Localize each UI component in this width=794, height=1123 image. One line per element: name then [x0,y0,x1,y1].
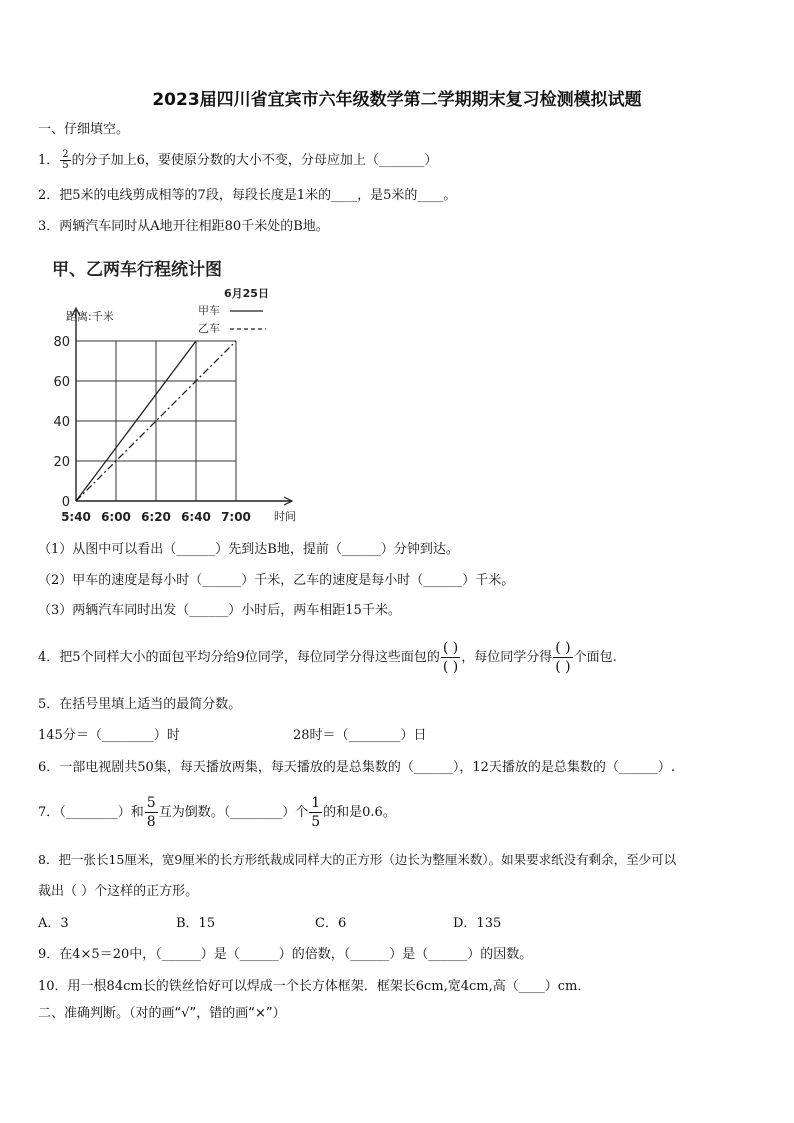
q8-option-d: D．135 [453,916,502,931]
chart-date: 6月25日 [224,287,269,300]
y-tick-label: 60 [53,375,70,390]
chart-ticks [53,335,250,524]
q4-fraction-1-denominator: ( ) [442,659,459,675]
y-tick-label: 0 [61,495,70,510]
q4-text-3: 个面包. [573,650,617,665]
q7-text-2: 互为倒数。（________）个 [158,805,309,820]
section-2-heading: 二、准确判断。（对的画“√”，错的画“×”） [38,1006,286,1021]
question-8-line-1: 8．把一张长15厘米，宽9厘米的长方形纸裁成同样大的正方形（边长为整厘米数）。如果要求纸没有剩余，至少可以 [38,852,677,867]
q1-fraction [60,150,70,171]
question-4 [38,636,617,680]
question-3-3: （3）两辆汽车同时出发（______）小时后，两车相距15千米。 [38,603,401,618]
q1-fraction-denominator: 5 [62,160,69,171]
page-title: 2023届四川省宜宾市六年级数学第二学期期末复习检测模拟试题 [152,90,642,110]
question-3: 3．两辆汽车同时从A地开往相距80千米处的B地。 [38,219,329,234]
q7-fraction-2 [309,794,322,831]
q1-fraction-numerator: 2 [62,149,69,160]
q4-fraction-1-numerator: ( ) [442,640,459,656]
q7-fraction-1-numerator: 5 [146,795,156,811]
x-tick-label: 6:20 [141,510,171,524]
q7-fraction-1 [145,794,158,831]
q8-option-b: B．15 [176,916,216,931]
q7-fraction-2-numerator: 1 [311,795,321,811]
q7-text-3: 的和是0.6。 [323,805,396,820]
question-7 [38,793,396,833]
x-tick-label: 7:00 [221,510,251,524]
q4-fraction-2-numerator: ( ) [555,640,571,656]
question-5b: 28时＝（________）日 [293,728,427,743]
q4-text-2: ，每位同学分得 [461,650,553,665]
q4-fraction-1 [441,639,460,676]
y-tick-label: 40 [53,415,70,430]
q1-text: 的分子加上6，要使原分数的大小不变，分母应加上（_______） [71,153,438,168]
q7-fraction-2-denominator: 5 [311,814,321,830]
q8-option-a: A．3 [38,916,69,931]
q4-text-1: 4．把5个同样大小的面包平均分给9位同学，每位同学分得这些面包的 [38,650,440,665]
question-6: 6．一部电视剧共50集，每天播放两集，每天播放的是总集数的（______），12天播放的是总集数的（______）. [38,760,675,775]
q7-text-1: 7．（________）和 [38,805,144,820]
question-10: 10．用一根84cm长的铁丝恰好可以焊成一个长方体框架．框架长6cm,宽4cm,高（____）cm． [38,979,591,994]
q7-fraction-1-denominator: 8 [146,814,156,830]
question-3-2: （2）甲车的速度是每小时（______）千米，乙车的速度是每小时（______）千米。 [38,573,515,588]
section-1-heading: 一、仔细填空。 [38,122,130,137]
question-5a: 145分＝（________）时 [38,728,180,743]
legend-label-yi: 乙车 [198,322,220,335]
question-8-line-2: 裁出（ ）个这样的正方形。 [38,884,199,899]
x-tick-label: 6:40 [181,510,211,524]
q4-fraction-2-denominator: ( ) [555,659,571,675]
q8-option-c: C．6 [315,916,347,931]
travel-chart [38,252,338,537]
y-axis-label: 距离:千米 [66,310,114,323]
question-1 [38,150,437,171]
y-tick-label: 20 [53,455,70,470]
question-5: 5．在括号里填上适当的最简分数。 [38,697,242,712]
question-2: 2．把5米的电线剪成相等的7段，每段长度是1米的____，是5米的____。 [38,188,457,203]
x-tick-label: 5:40 [61,510,91,524]
chart-title: 甲、乙两车行程统计图 [52,260,222,280]
question-9: 9．在4×5＝20中，（______）是（______）的倍数，（______）是（______）的因数。 [38,947,533,962]
legend-label-jia: 甲车 [198,304,220,317]
chart-axes [72,308,292,505]
x-tick-label: 6:00 [101,510,131,524]
question-3-1: （1）从图中可以看出（______）先到达B地，提前（______）分钟到达。 [38,542,459,557]
q4-fraction-2 [553,639,572,676]
x-axis-label: 时间 [274,510,296,523]
q1-number: 1． [38,153,60,168]
y-tick-label: 80 [53,335,70,350]
